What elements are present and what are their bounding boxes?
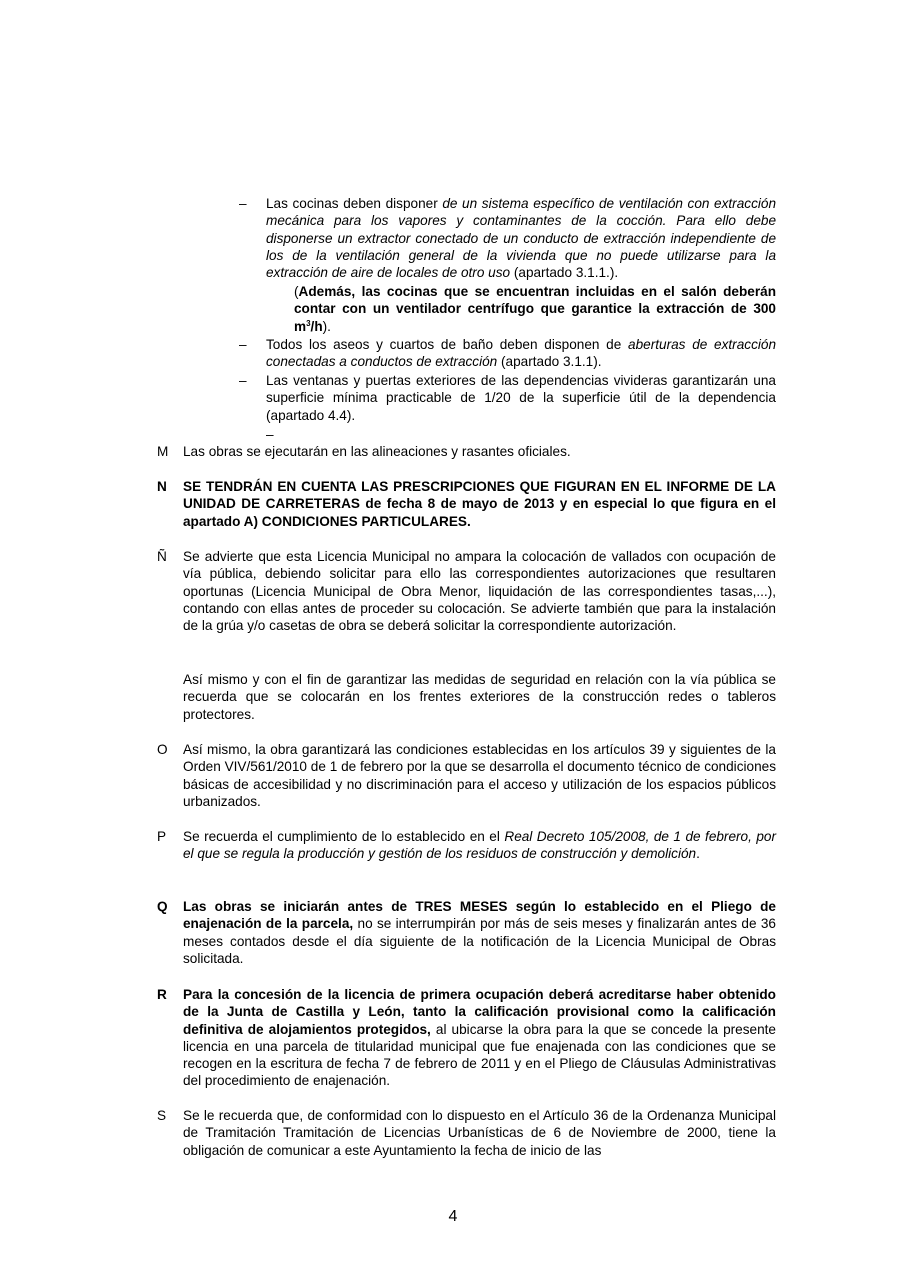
- toilets-ventilation-paragraph: Todos los aseos y cuartos de baño deben disponen de aberturas de extracción conectadas a conductos de extracción (apartado 3.1.1).: [266, 337, 777, 370]
- windows-paragraph: Las ventanas y puertas exteriores de las dependencias vivideras garantizarán una superficie mínima practicable de 1/20 de la superficie útil de la dependencia (apartado 4.4).: [266, 373, 776, 423]
- item-letter-n: N: [157, 479, 167, 494]
- item-q-text: Las obras se iniciarán antes de TRES MESES según lo establecido en el Pliego de enajenación de la parcela, no se interrumpirán por más de seis meses y finalizarán antes de 36 meses contados desde el día siguiente de la notificación de la Licencia Municipal de Obras solicitada.: [183, 899, 776, 966]
- item-r-text: Para la concesión de la licencia de primera ocupación deberá acreditarse haber obtenido de la Junta de Castilla y León, tanto la calificación provisional como la calificación definitiva de alojamientos protegidos, al ubicarse la obra para la que se concede la presente licencia en una parcela de titularidad municipal que fue enajenada con las condiciones que se recogen en la escritura de fecha 7 de febrero de 2011 y en el Pliego de Cláusulas Administrativas del procedimiento de enajenación.: [183, 987, 776, 1089]
- item-letter-p: P: [157, 829, 167, 844]
- item-enye-text-2: Así mismo y con el fin de garantizar las medidas de seguridad en relación con la vía pública se recuerda que se colocarán en los frentes exteriores de la construcción redes o tableros protectores.: [183, 672, 776, 722]
- item-m-text: Las obras se ejecutarán en las alineaciones y rasantes oficiales.: [183, 444, 571, 459]
- item-letter-s: S: [157, 1108, 167, 1123]
- kitchen-extractor-note: (Además, las cocinas que se encuentran incluidas en el salón deberán contar con un ventilador centrífugo que garantice la extracción de 300 $m^3/h$).: [294, 284, 776, 334]
- item-enye-text: Se advierte que esta Licencia Municipal no ampara la colocación de vallados con ocupación de vía pública, debiendo solicitar para ello las correspondientes autorizaciones que resultaren oportunas (Licencia Municipal de Obra Menor, liquidación de las correspondientes tasas,...), contando con ellas antes de proceder su colocación. Se advierte también que para la instalación de la grúa y/o casetas de obra se deberá solicitar la correspondiente autorización.: [183, 549, 776, 634]
- item-s-text: Se le recuerda que, de conformidad con lo dispuesto en el Artículo 36 de la Ordenanza Municipal de Tramitación Tramitación de Licencias Urbanísticas de 6 de Noviembre de 2000, tiene la obligación de comunicar a este Ayuntamiento la fecha de inicio de las: [183, 1108, 776, 1158]
- item-letter-enye: Ñ: [157, 549, 167, 564]
- bullet-dash: –: [239, 373, 247, 388]
- item-o-text: Así mismo, la obra garantizará las condiciones establecidas en los artículos 39 y siguientes de la Orden VIV/561/2010 de 1 de febrero por la que se desarrolla el documento técnico de condiciones básicas de accesibilidad y no discriminación para el acceso y utilización de los espacios públicos urbanizados.: [183, 742, 776, 809]
- item-letter-r: R: [157, 987, 167, 1002]
- page-number: 4: [448, 1208, 458, 1225]
- item-letter-o: O: [157, 742, 168, 757]
- empty-bullet-dash: –: [266, 427, 274, 442]
- bullet-dash: –: [239, 337, 247, 352]
- bullet-dash: –: [239, 196, 247, 211]
- item-letter-m: M: [157, 444, 169, 459]
- item-n-text: SE TENDRÁN EN CUENTA LAS PRESCRIPCIONES QUE FIGURAN EN EL INFORME DE LA UNIDAD DE CARRETERAS de fecha 8 de mayo de 2013 y en especial lo que figura en el apartado A) CONDICIONES PARTICULARES.: [183, 479, 776, 529]
- kitchen-ventilation-paragraph: Las cocinas deben disponer de un sistema específico de ventilación con extracción mecánica para los vapores y contaminantes de la cocción. Para ello debe disponerse un extractor conectado de un conducto de extracción independiente de los de la ventilación general de la vivienda que no puede utilizarse para la extracción de aire de locales de otro uso (apartado 3.1.1.).: [266, 196, 777, 281]
- item-letter-q: Q: [157, 899, 168, 914]
- item-p-text: Se recuerda el cumplimiento de lo establecido en el Real Decreto 105/2008, de 1 de febrero, por el que se regula la producción y gestión de los residuos de construcción y demolición.: [183, 829, 777, 862]
